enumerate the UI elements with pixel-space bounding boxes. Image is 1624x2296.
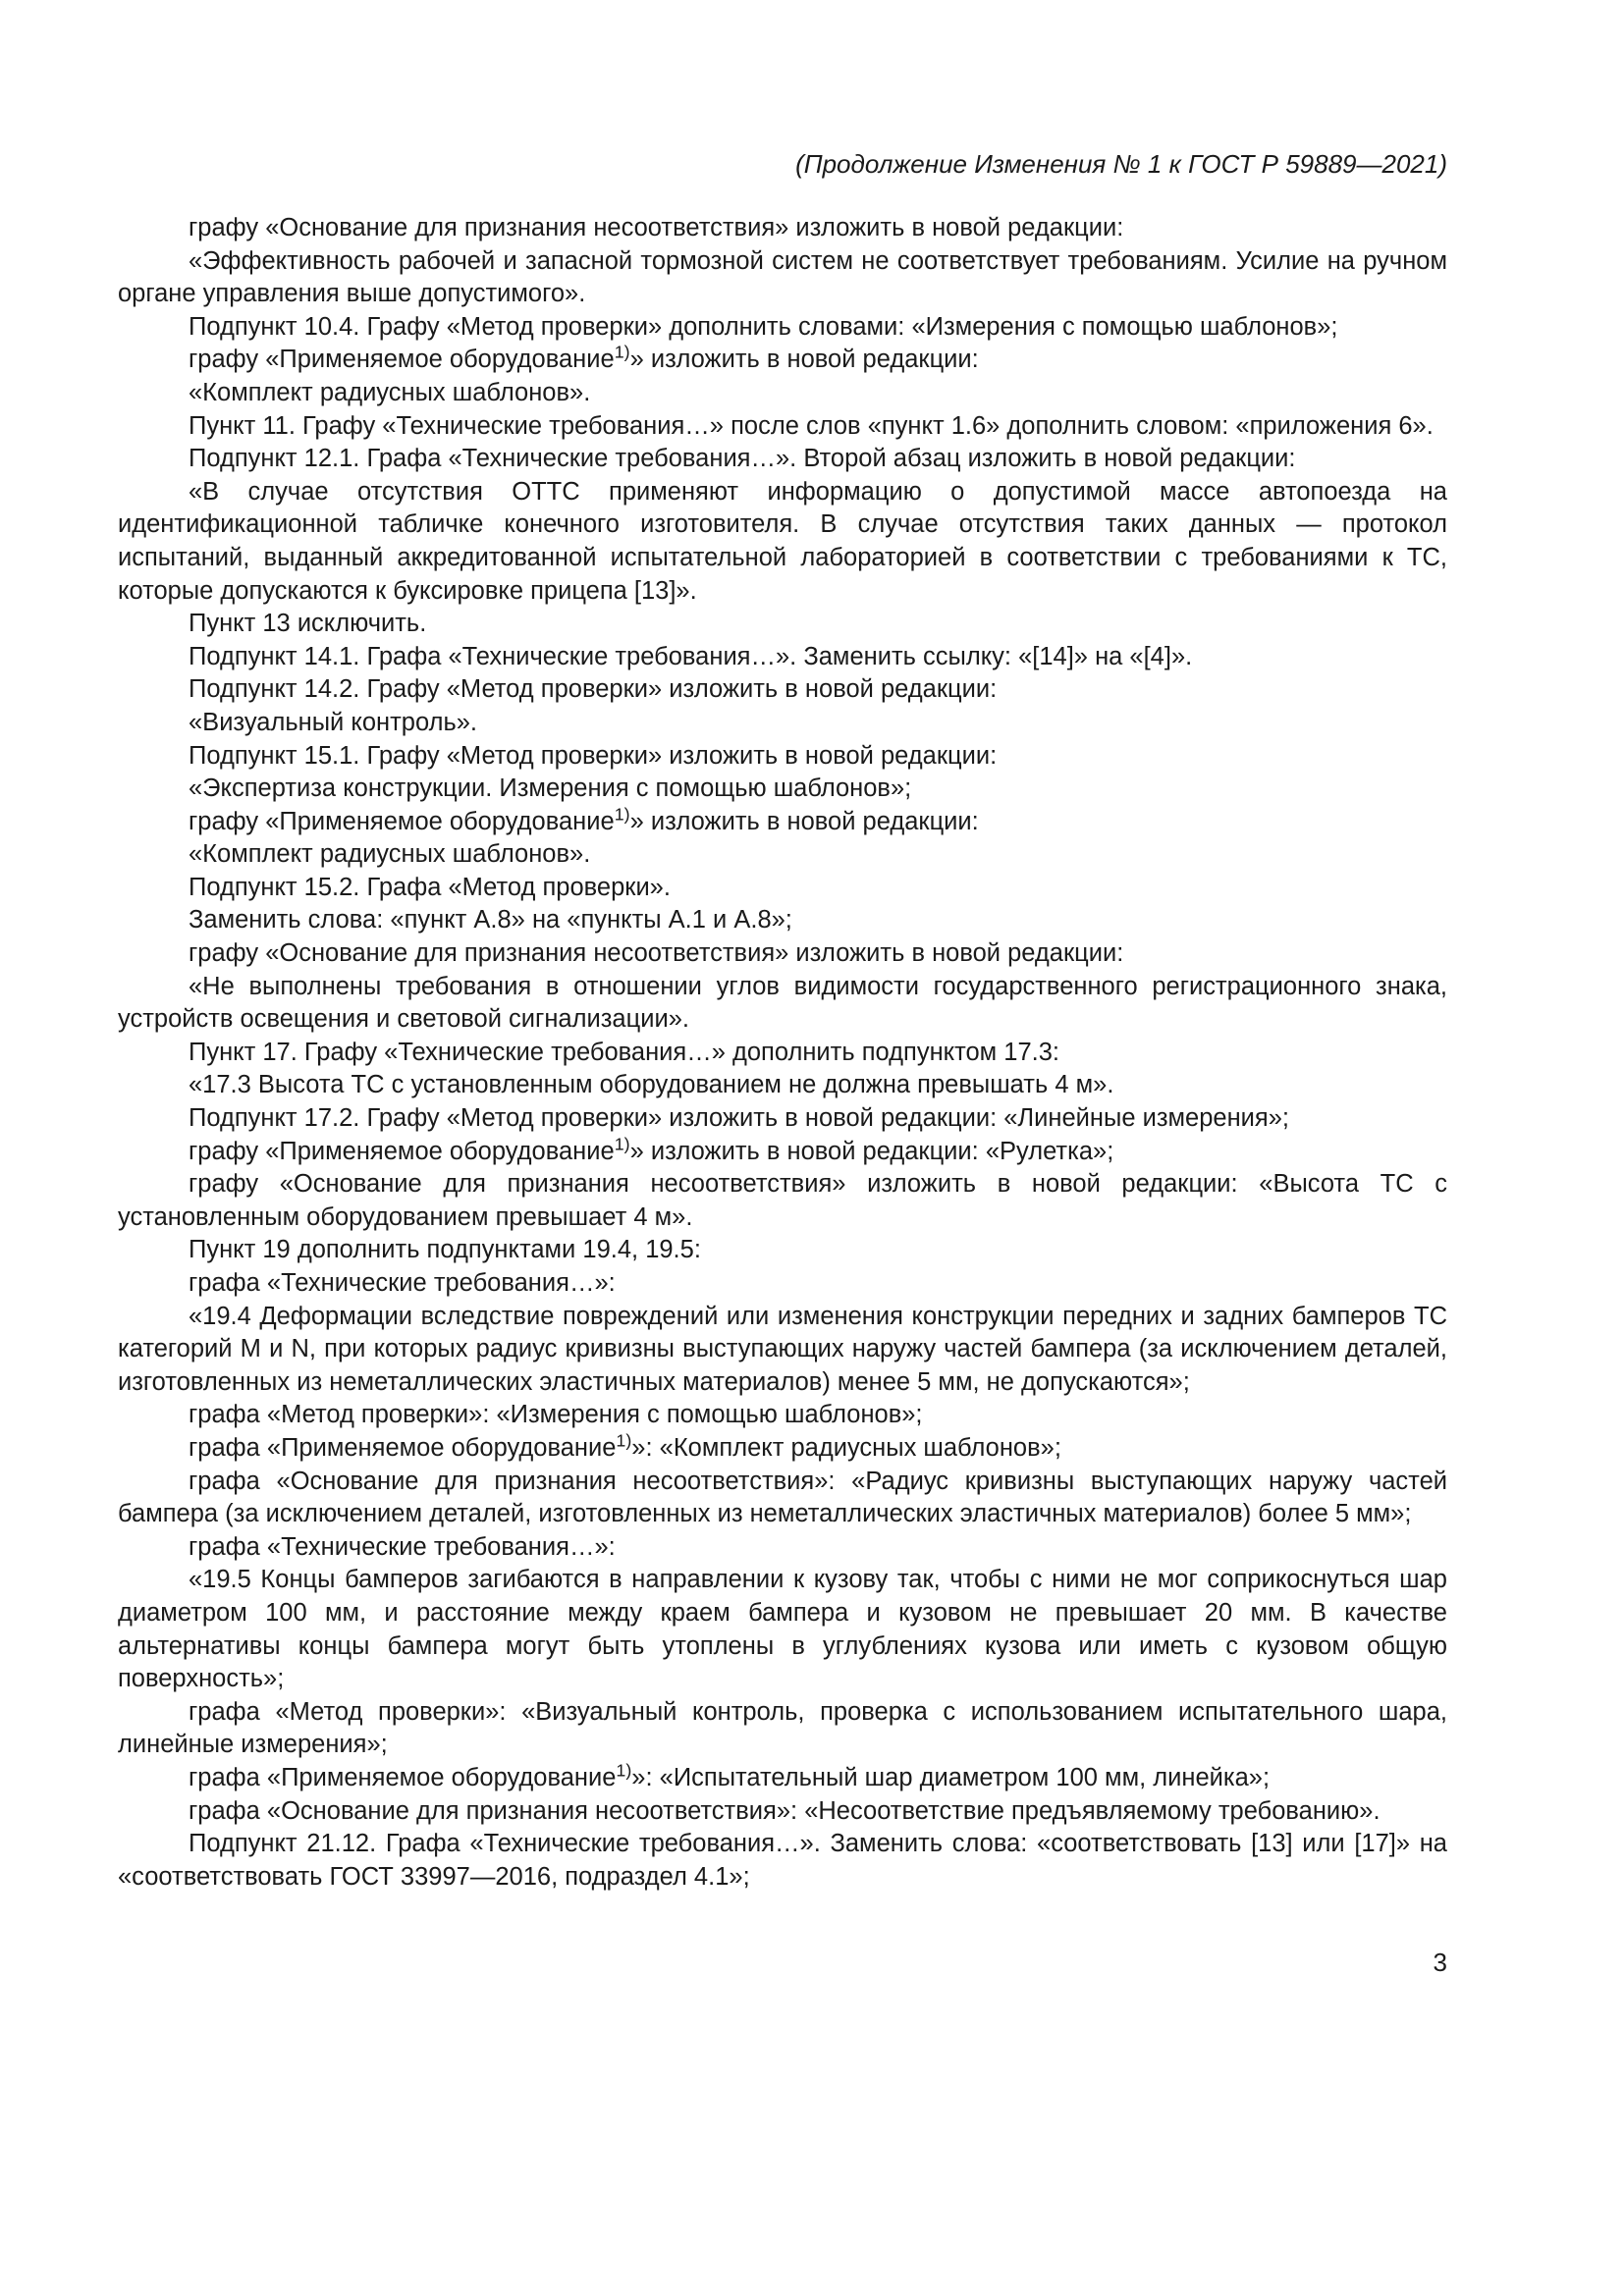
paragraph: «17.3 Высота ТС с установленным оборудованием не должна превышать 4 м».: [189, 1071, 1114, 1099]
paragraph: «19.4 Деформации вследствие повреждений или изменения конструкции передних и задних бамперов ТС категорий M и N, при которых радиус кривизны выступающих наружу частей бампера (за исключением деталей, изготовленных из неметаллических эластичных материалов) менее 5 мм, не допускаются»;: [118, 1302, 1447, 1396]
paragraph: графу «Основание для признания несоответствия» изложить в новой редакции:: [189, 214, 1124, 241]
paragraph: графу «Основание для признания несоответствия» изложить в новой редакции:: [189, 939, 1124, 968]
paragraph: графу «Применяемое оборудование$^{1)}$» изложить в новой редакции: «Рулетка»;: [189, 1134, 1114, 1165]
paragraph: «Не выполнены требования в отношении углов видимости государственного регистрационного знака, устройств освещения и световой сигнализации».: [118, 972, 1447, 1034]
paragraph: «19.5 Концы бамперов загибаются в направлении к кузову так, чтобы с ними не мог соприкоснуться шар диаметром 100 мм, и расстояние между краем бампера и кузовом не превышает 20 мм. В качестве альтернативы концы бампера могут быть утоплены в углублениях кузова или иметь с кузовом общую поверхность»;: [118, 1566, 1447, 1693]
paragraph: «Комплект радиусных шаблонов».: [189, 378, 591, 406]
paragraph: графа «Технические требования…»:: [189, 1532, 616, 1561]
paragraph: Пункт 13 исключить.: [189, 610, 427, 638]
paragraph: Пункт 17. Графу «Технические требования…» дополнить подпунктом 17.3:: [189, 1038, 1060, 1066]
paragraph: Подпункт 14.1. Графа «Технические требования…». Заменить ссылку: «[14]» на «[4]».: [189, 642, 1193, 670]
paragraph: Подпункт 10.4. Графу «Метод проверки» дополнить словами: «Измерения с помощью шаблонов»;: [189, 312, 1338, 341]
paragraph: Подпункт 17.2. Графу «Метод проверки» изложить в новой редакции: «Линейные измерения»;: [189, 1104, 1290, 1133]
paragraph: Пункт 11. Графу «Технические требования…» после слов «пункт 1.6» дополнить словом: «приложения 6».: [189, 411, 1434, 440]
paragraph: графа «Применяемое оборудование$^{1)}$»: «Испытательный шар диаметром 100 мм, линейка»;: [189, 1760, 1271, 1791]
paragraph: «Эффективность рабочей и запасной тормозной систем не соответствует требованиям. Усилие на ручном органе управления выше допустимого».: [118, 246, 1447, 308]
footnote-marker: 1): [616, 1760, 632, 1781]
paragraph: графа «Метод проверки»: «Измерения с помощью шаблонов»;: [189, 1401, 923, 1429]
paragraph: графа «Применяемое оборудование$^{1)}$»: «Комплект радиусных шаблонов»;: [189, 1430, 1061, 1462]
paragraph: графа «Метод проверки»: «Визуальный контроль, проверка с использованием испытательного шара, линейные измерения»;: [118, 1697, 1447, 1759]
paragraph: Подпункт 12.1. Графа «Технические требования…». Второй абзац изложить в новой редакции:: [189, 445, 1296, 473]
paragraph: графу «Основание для признания несоответствия» изложить в новой редакции: «Высота ТС с установленным оборудованием превышает 4 м».: [118, 1170, 1447, 1231]
paragraph: Подпункт 14.2. Графу «Метод проверки» изложить в новой редакции:: [189, 675, 998, 704]
paragraph: «Комплект радиусных шаблонов».: [189, 840, 591, 869]
paragraph: Заменить слова: «пункт А.8» на «пункты А.1 и А.8»;: [189, 906, 792, 934]
page-header: (Продолжение Изменения № 1 к ГОСТ Р 59889—2021): [795, 149, 1447, 179]
footnote-marker: 1): [614, 1134, 630, 1154]
paragraph: «В случае отсутствия ОТТС применяют информацию о допустимой массе автопоезда на идентификационной табличке конечного изготовителя. В случае отсутствия таких данных — протокол испытаний, выданный аккредитованной испытательной лабораторией в соответствии с требованиями к ТС, которые допускаются к буксировке прицепа [13]».: [118, 477, 1447, 605]
paragraph: графа «Основание для признания несоответствия»: «Несоответствие предъявляемому требованию».: [189, 1796, 1380, 1825]
paragraph: Пункт 19 дополнить подпунктами 19.4, 19.5:: [189, 1236, 701, 1264]
paragraph: графа «Технические требования…»:: [189, 1269, 616, 1297]
paragraph: Подпункт 15.2. Графа «Метод проверки».: [189, 873, 671, 901]
paragraph: «Визуальный контроль».: [189, 708, 478, 736]
footnote-marker: 1): [616, 1430, 632, 1451]
paragraph: «Экспертиза конструкции. Измерения с помощью шаблонов»;: [189, 774, 912, 803]
footnote-marker: 1): [614, 342, 630, 362]
paragraph: Подпункт 15.1. Графу «Метод проверки» изложить в новой редакции:: [189, 741, 998, 770]
paragraph: графу «Применяемое оборудование$^{1)}$» изложить в новой редакции:: [189, 342, 979, 374]
document-body: [118, 212, 1447, 1894]
page-number: 3: [1433, 1948, 1447, 1977]
footnote-marker: 1): [614, 804, 630, 825]
paragraph: Подпункт 21.12. Графа «Технические требования…». Заменить слова: «соответствовать [13] или [17]» на «соответствовать ГОСТ 33997—2016, подраздел 4.1»;: [118, 1830, 1447, 1891]
paragraph: графа «Основание для признания несоответствия»: «Радиус кривизны выступающих наружу частей бампера (за исключением деталей, изготовленных из неметаллических эластичных материалов) более 5 мм»;: [118, 1467, 1447, 1528]
paragraph: графу «Применяемое оборудование$^{1)}$» изложить в новой редакции:: [189, 804, 979, 835]
